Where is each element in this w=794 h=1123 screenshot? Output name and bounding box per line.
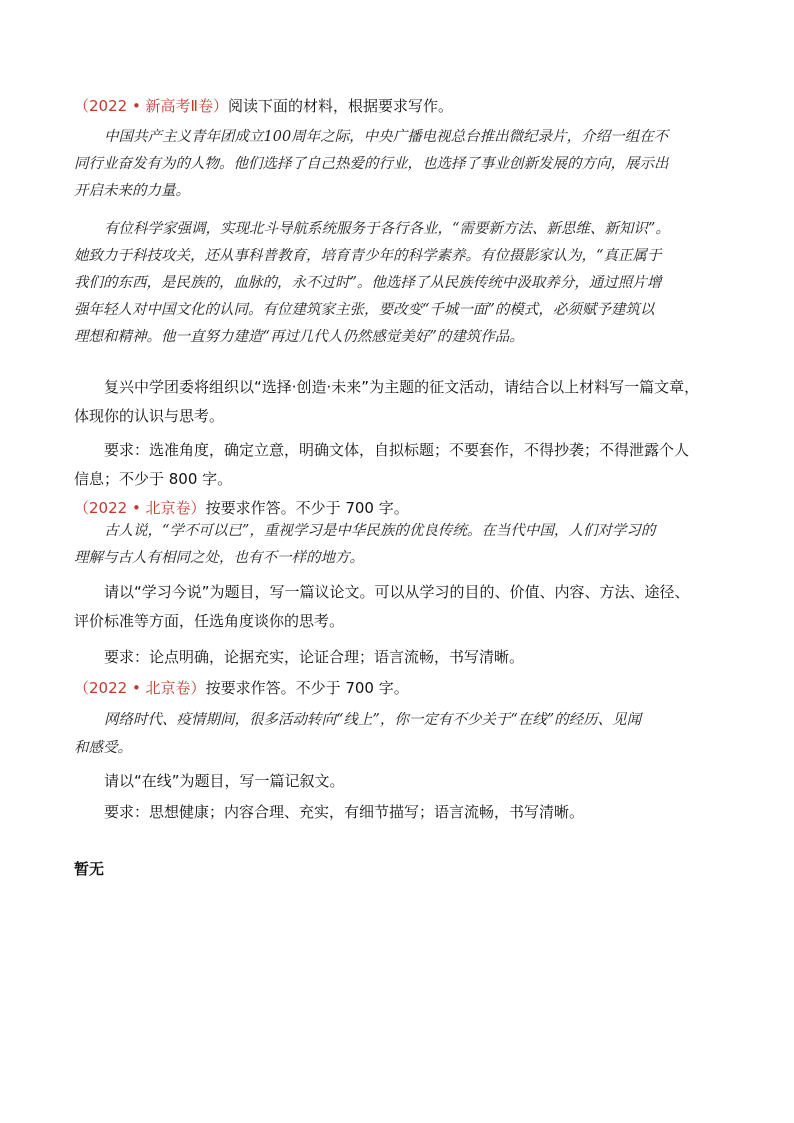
text-line: 评价标准等方面，任选角度谈你的思考。 [74,612,345,630]
question-2 [74,498,734,518]
question-2-instruction: 按要求作答。不少于 700 字。 [205,499,409,517]
question-1-instruction: 阅读下面的材料，根据要求写作。 [227,97,453,115]
text-line: 开启未来的力量。 [74,183,190,199]
question-2-source: （2022 • 北京卷） [74,499,206,517]
question-3-requirements [74,802,734,822]
text-line: 体现你的认识与思考。 [74,407,225,425]
text-line: 理解与古人有相同之处，也有不一样的地方。 [74,550,364,566]
text-line: 请以“学习今说”为题目，写一篇议论文。可以从学习的目的、价值、内容、方法、途径、 [104,583,690,601]
question-1-task [74,377,734,435]
text-line: 要求：论点明确，论据充实，论证合理；语言流畅，书写清晰。 [104,648,525,666]
text-line: 她致力于科技攻关，还从事科普教育，培育青少年的科学素养。有位摄影家认为，“真正属于 [74,248,662,264]
question-1-requirements [74,440,734,498]
question-3-material [74,710,734,766]
text-line: 理想和精神。他一直努力建造“再过几代人仍然感觉美好”的建筑作品。 [74,329,524,345]
question-2-header [74,498,734,518]
question-3-instruction: 按要求作答。不少于 700 字。 [205,679,409,697]
text-line: 请以“在线”为题目，写一篇记叙文。 [104,772,345,790]
text-line: 古人说，“学不可以已”，重视学习是中华民族的优良传统。在当代中国，人们对学习的 [104,523,656,539]
text-line: 我们的东西，是民族的，血脉的，永不过时”。他选择了从民族传统中汲取养分，通过照片增 [74,275,662,291]
text-line: 网络时代、疫情期间，很多活动转向“线上”，你一定有不少关于“在线”的经历、见闻 [104,712,642,728]
answer-section [74,859,734,879]
question-3-task [74,771,734,791]
question-1 [74,96,734,116]
question-2-material [74,521,734,575]
text-line: 信息；不少于 800 字。 [74,470,233,488]
question-3-source: （2022 • 北京卷） [74,679,206,697]
text-line: 强年轻人对中国文化的认同。有位建筑家主张，要改变“千城一面”的模式，必须赋予建筑以 [74,302,655,318]
question-1-material-1 [74,127,734,208]
question-1-source: （2022 • 新高考Ⅱ卷） [74,97,228,115]
text-line: 有位科学家强调，实现北斗导航系统服务于各行各业，“需要新方法、新思维、新知识”。 [104,221,670,237]
text-line: 要求：思想健康；内容合理、充实，有细节描写；语言流畅，书写清晰。 [104,803,585,821]
text-line: 中国共产主义青年团成立100周年之际，中央广播电视总台推出微纪录片，介绍一组在不 [104,129,669,145]
text-line: 同行业奋发有为的人物。他们选择了自己热爱的行业，也选择了事业创新发展的方向，展示出 [74,156,669,172]
question-3-header [74,678,734,698]
question-1-material-2 [74,219,734,354]
text-line: 和感受。 [74,740,132,756]
question-3 [74,678,734,698]
question-2-task [74,582,734,640]
question-1-header [74,96,734,116]
question-2-requirements [74,647,734,667]
answer-text: 暂无 [74,860,105,878]
text-line: 要求：选准角度，确定立意，明确文体，自拟标题；不要套作，不得抄袭；不得泄露个人 [104,441,690,459]
text-line: 复兴中学团委将组织以“选择·创造·未来”为主题的征文活动，请结合以上材料写一篇文章， [104,378,700,396]
